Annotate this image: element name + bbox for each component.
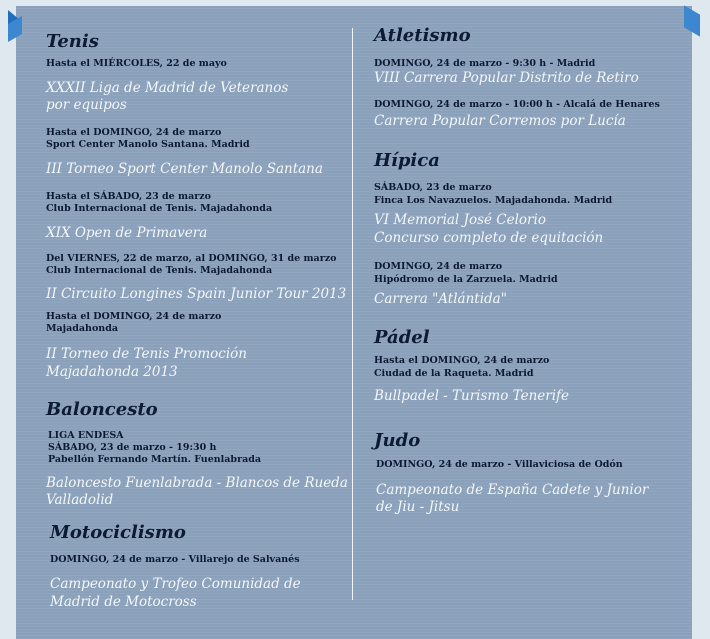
event-name: Madrid de Motocross bbox=[50, 594, 197, 610]
event-meta: Majadahonda bbox=[46, 323, 119, 334]
section-title-tenis: Tenis bbox=[46, 31, 99, 52]
section-title-padel: Pádel bbox=[374, 327, 430, 348]
event-name: por equipos bbox=[46, 97, 127, 113]
event-name: XXXII Liga de Madrid de Veteranos bbox=[46, 80, 289, 96]
event-meta: Pabellón Fernando Martín. Fuenlabrada bbox=[48, 454, 262, 465]
event-name: XIX Open de Primavera bbox=[46, 225, 208, 241]
event-meta: Hasta el DOMINGO, 24 de marzo bbox=[46, 311, 222, 322]
event-meta: Del VIERNES, 22 de marzo, al DOMINGO, 31 de marzo bbox=[46, 253, 337, 264]
event-meta: SÁBADO, 23 de marzo bbox=[374, 182, 492, 193]
event-name: II Torneo de Tenis Promoción bbox=[46, 346, 247, 362]
section-title-hipica: Hípica bbox=[374, 150, 440, 171]
event-meta: Club Internacional de Tenis. Majadahonda bbox=[46, 203, 273, 214]
event-meta: Hasta el MIÉRCOLES, 22 de mayo bbox=[46, 58, 227, 69]
section-title-motociclismo: Motociclismo bbox=[50, 522, 186, 543]
event-name: Valladolid bbox=[46, 492, 114, 508]
event-meta: Hipódromo de la Zarzuela. Madrid bbox=[374, 274, 558, 285]
event-name: Campeonato de España Cadete y Junior bbox=[376, 482, 649, 498]
event-name: VI Memorial José Celorio bbox=[374, 212, 546, 228]
event-meta: Hasta el DOMINGO, 24 de marzo bbox=[374, 355, 550, 366]
event-meta: DOMINGO, 24 de marzo - Villaviciosa de Odón bbox=[376, 459, 623, 470]
event-meta: Sport Center Manolo Santana. Madrid bbox=[46, 139, 250, 150]
event-meta: Finca Los Navazuelos. Majadahonda. Madrid bbox=[374, 195, 613, 206]
section-title-atletismo: Atletismo bbox=[374, 25, 471, 46]
event-meta: Hasta el DOMINGO, 24 de marzo bbox=[46, 127, 222, 138]
event-meta: Club Internacional de Tenis. Majadahonda bbox=[46, 265, 273, 276]
section-title-judo: Judo bbox=[374, 430, 421, 451]
event-name: Concurso completo de equitación bbox=[374, 230, 604, 246]
event-meta: DOMINGO, 24 de marzo - 9:30 h - Madrid bbox=[374, 58, 596, 69]
event-name: Campeonato y Trofeo Comunidad de bbox=[50, 576, 301, 592]
event-name: Carrera "Atlántida" bbox=[374, 291, 507, 307]
event-name: de Jiu - Jitsu bbox=[376, 499, 460, 515]
event-meta: SÁBADO, 23 de marzo - 19:30 h bbox=[48, 442, 217, 453]
event-name: Majadahonda 2013 bbox=[46, 364, 178, 380]
event-name: III Torneo Sport Center Manolo Santana bbox=[46, 161, 323, 177]
event-name: Carrera Popular Corremos por Lucía bbox=[374, 113, 626, 129]
event-meta: Ciudad de la Raqueta. Madrid bbox=[374, 368, 534, 379]
event-meta: DOMINGO, 24 de marzo bbox=[374, 261, 503, 272]
event-name: Baloncesto Fuenlabrada - Blancos de Rueda bbox=[46, 475, 348, 491]
event-meta: DOMINGO, 24 de marzo - 10:00 h - Alcalá de Henares bbox=[374, 99, 660, 110]
event-meta: Hasta el SÁBADO, 23 de marzo bbox=[46, 191, 211, 202]
event-meta: DOMINGO, 24 de marzo - Villarejo de Salvanés bbox=[50, 554, 300, 565]
event-name: Bullpadel - Turismo Tenerife bbox=[374, 388, 570, 404]
event-name: II Circuito Longines Spain Junior Tour 2013 bbox=[46, 286, 347, 302]
column-divider bbox=[352, 28, 353, 600]
event-meta: LIGA ENDESA bbox=[48, 430, 124, 441]
event-name: VIII Carrera Popular Distrito de Retiro bbox=[374, 70, 639, 86]
section-title-baloncesto: Baloncesto bbox=[46, 399, 158, 420]
